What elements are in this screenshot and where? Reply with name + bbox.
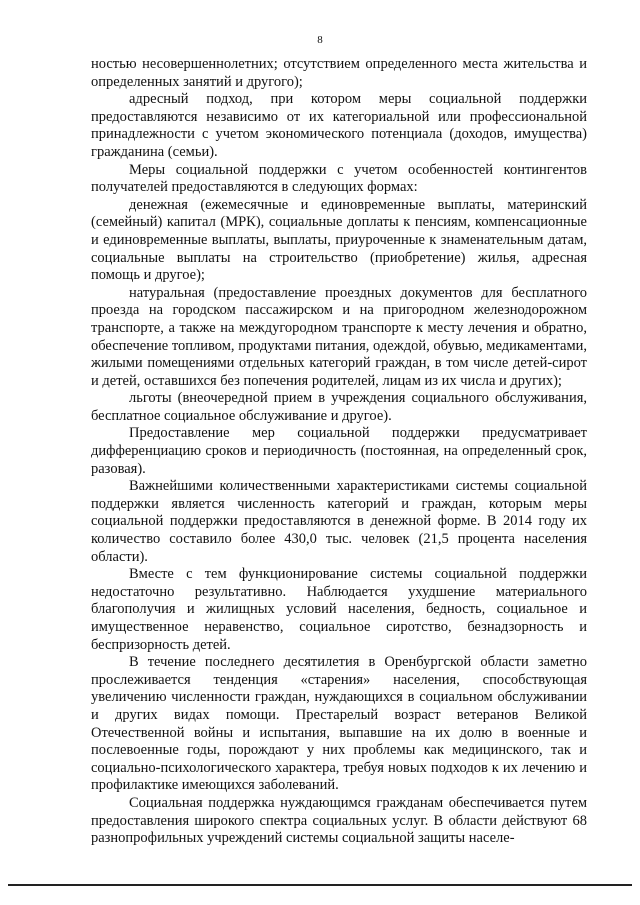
- bottom-border-line: [8, 884, 632, 886]
- page-number: 8: [317, 34, 323, 46]
- paragraph-5: натуральная (предоставление проездных документов для бесплатного проезда на городском пассажирском и на пригородном железнодорожном транспорте, а также на междугородном транспорте к месту лечения и обратно, обеспечение топливом, продуктами питания, одеждой, обувью, медикаментами, жилыми помещениями отдельных категорий граждан, в том числе детей-сирот и детей, оставшихся без попечения родителей, лицам из их числа и других);: [91, 284, 587, 389]
- paragraph-8: Важнейшими количественными характеристиками системы социальной поддержки является численность категорий и граждан, которым меры социальной поддержки предоставляются в денежной форме. В 2014 году их количество составило более 430,0 тыс. человек (21,5 процента населения области).: [91, 478, 587, 565]
- paragraph-11: Социальная поддержка нуждающимся гражданам обеспечивается путем предоставления широкого спектра социальных услуг. В области действуют 68 разнопрофильных учреждений системы социальной защиты населе-: [91, 794, 587, 847]
- paragraph-9: Вместе с тем функционирование системы социальной поддержки недостаточно результативно. Наблюдается ухудшение материального благополучия и жилищных условий населения, бедность, социальное и имущественное неравенство, социальное сиротство, безнадзорность и беспризорность детей.: [91, 566, 587, 653]
- paragraph-4: денежная (ежемесячные и единовременные выплаты, материнский (семейный) капитал (МРК), социальные доплаты к пенсиям, компенсационные и единовременные выплаты, выплаты, приуроченные к знаменательным датам, социальные выплаты на строительство (приобретение) жилья, адресная помощь и другое);: [91, 196, 587, 284]
- paragraph-6: льготы (внеочередной прием в учреждения социального обслуживания, бесплатное социальное обслуживание и другое).: [91, 390, 587, 424]
- document-body: [91, 56, 587, 848]
- paragraph-10: В течение последнего десятилетия в Оренбургской области заметно прослеживается тенденция «старения» населения, способствующая увеличению численности граждан, нуждающихся в социальном обслуживании и других видах помощи. Престарелый возраст ветеранов Великой Отечественной войны и испытания, выпавшие на их долю в военные и послевоенные годы, порождают у них проблемы как медицинского, так и социально-психологического характера, требуя новых подходов к их лечению и профилактике имеющихся заболеваний.: [91, 654, 587, 794]
- paragraph-7: Предоставление мер социальной поддержки предусматривает дифференциацию сроков и периодичность (постоянная, на определенный срок, разовая).: [91, 425, 587, 477]
- paragraph-2: адресный подход, при котором меры социальной поддержки предоставляются независимо от их категориальной или профессиональной принадлежности с учетом экономического потенциала (доходов, имущества) гражданина (семьи).: [91, 91, 587, 160]
- paragraph-1: ностью несовершеннолетних; отсутствием определенного места жительства и определенных занятий и другого);: [91, 56, 587, 90]
- paragraph-3: Меры социальной поддержки с учетом особенностей контингентов получателей предоставляются в следующих формах:: [91, 161, 587, 196]
